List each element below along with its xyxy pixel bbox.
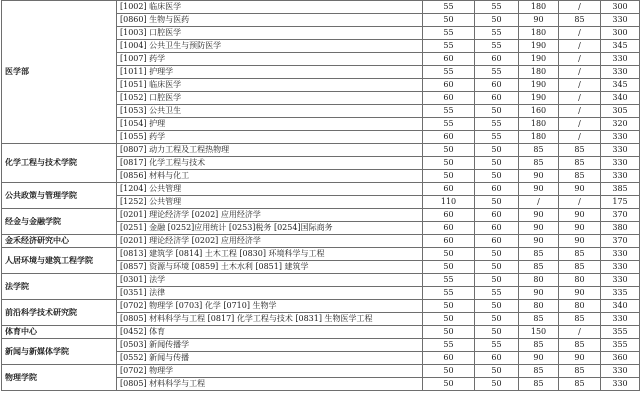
subject1-score: 180 [519,66,559,79]
subject2-score: / [559,79,601,92]
subject2-score: 85 [559,339,601,352]
politics-score: 60 [423,131,475,144]
college-name: 经金与金融学院 [2,209,117,235]
total-score: 345 [601,79,640,92]
politics-score: 55 [423,1,475,14]
major-cell: [0857] 资源与环境 [0859] 土木水利 [0851] 建筑学 [117,261,423,274]
total-score: 330 [601,66,640,79]
college-name: 前沿科学技术研究院 [2,300,117,326]
subject2-score: 90 [559,235,601,248]
subject1-score: 160 [519,105,559,118]
subject1-score: 180 [519,118,559,131]
college-name: 金禾经济研究中心 [2,235,117,248]
college-name: 法学院 [2,274,117,300]
major-cell: [0805] 材料科学与工程 [117,378,423,391]
total-score: 340 [601,300,640,313]
subject2-score: 85 [559,261,601,274]
college-name: 人居环境与建筑工程学院 [2,248,117,274]
major-cell: [0860] 生物与医药 [117,14,423,27]
total-score: 370 [601,235,640,248]
table-row [2,339,640,352]
major-cell: [0805] 材料科学与工程 [0817] 化学工程与技术 [0831] 生物医学工程 [117,313,423,326]
language-score: 50 [475,313,519,326]
language-score: 60 [475,235,519,248]
language-score: 55 [475,287,519,300]
total-score: 335 [601,287,640,300]
language-score: 55 [475,339,519,352]
total-score: 385 [601,183,640,196]
language-score: 55 [475,66,519,79]
language-score: 60 [475,53,519,66]
language-score: 60 [475,183,519,196]
subject2-score: 80 [559,274,601,287]
total-score: 370 [601,209,640,222]
subject1-score: 150 [519,326,559,339]
subject2-score: 85 [559,14,601,27]
subject2-score: 90 [559,287,601,300]
subject2-score: / [559,1,601,14]
total-score: 330 [601,274,640,287]
table-row [2,1,640,14]
subject1-score: 80 [519,300,559,313]
politics-score: 55 [423,339,475,352]
total-score: 330 [601,14,640,27]
major-cell: [0813] 建筑学 [0814] 土木工程 [0830] 环境科学与工程 [117,248,423,261]
total-score: 330 [601,261,640,274]
major-cell: [0351] 法律 [117,287,423,300]
politics-score: 50 [423,378,475,391]
subject2-score: 85 [559,144,601,157]
subject1-score: 180 [519,131,559,144]
language-score: 50 [475,157,519,170]
major-cell: [0251] 金融 [0252]应用统计 [0253]税务 [0254]国际商务 [117,222,423,235]
total-score: 360 [601,352,640,365]
politics-score: 50 [423,300,475,313]
politics-score: 50 [423,326,475,339]
subject1-score: / [519,196,559,209]
subject2-score: / [559,196,601,209]
college-name: 医学部 [2,1,117,144]
subject2-score: / [559,40,601,53]
language-score: 50 [475,196,519,209]
subject2-score: / [559,92,601,105]
subject1-score: 180 [519,27,559,40]
major-cell: [0702] 物理学 [0703] 化学 [0710] 生物学 [117,300,423,313]
major-cell: [0452] 体育 [117,326,423,339]
subject1-score: 80 [519,274,559,287]
table-row [2,144,640,157]
major-cell: [1051] 临床医学 [117,79,423,92]
table-row [2,300,640,313]
total-score: 330 [601,365,640,378]
subject1-score: 90 [519,183,559,196]
major-cell: [0201] 理论经济学 [0202] 应用经济学 [117,209,423,222]
score-table-body [2,1,640,391]
major-cell: [1053] 公共卫生 [117,105,423,118]
subject2-score: / [559,118,601,131]
total-score: 330 [601,144,640,157]
table-row [2,365,640,378]
major-cell: [1252] 公共管理 [117,196,423,209]
politics-score: 60 [423,92,475,105]
subject1-score: 90 [519,235,559,248]
politics-score: 60 [423,183,475,196]
subject1-score: 85 [519,339,559,352]
politics-score: 60 [423,79,475,92]
college-name: 体育中心 [2,326,117,339]
politics-score: 50 [423,157,475,170]
subject1-score: 190 [519,40,559,53]
politics-score: 110 [423,196,475,209]
table-row [2,209,640,222]
language-score: 50 [475,14,519,27]
language-score: 60 [475,79,519,92]
politics-score: 50 [423,261,475,274]
language-score: 50 [475,105,519,118]
total-score: 330 [601,157,640,170]
subject1-score: 190 [519,79,559,92]
total-score: 330 [601,170,640,183]
politics-score: 60 [423,222,475,235]
total-score: 305 [601,105,640,118]
major-cell: [0702] 物理学 [117,365,423,378]
subject1-score: 90 [519,209,559,222]
language-score: 55 [475,131,519,144]
subject1-score: 90 [519,287,559,300]
total-score: 340 [601,92,640,105]
subject2-score: 85 [559,248,601,261]
subject1-score: 90 [519,222,559,235]
language-score: 55 [475,118,519,131]
language-score: 50 [475,300,519,313]
politics-score: 55 [423,274,475,287]
major-cell: [1204] 公共管理 [117,183,423,196]
subject2-score: 90 [559,222,601,235]
politics-score: 55 [423,66,475,79]
subject1-score: 85 [519,365,559,378]
major-cell: [1011] 护理学 [117,66,423,79]
table-row [2,326,640,339]
politics-score: 50 [423,248,475,261]
language-score: 50 [475,248,519,261]
major-cell: [1052] 口腔医学 [117,92,423,105]
language-score: 60 [475,92,519,105]
politics-score: 50 [423,144,475,157]
college-name: 化学工程与技术学院 [2,144,117,183]
subject2-score: 90 [559,352,601,365]
subject2-score: 80 [559,300,601,313]
major-cell: [1004] 公共卫生与预防医学 [117,40,423,53]
major-cell: [0301] 法学 [117,274,423,287]
major-cell: [0503] 新闻传播学 [117,339,423,352]
total-score: 320 [601,118,640,131]
subject2-score: 90 [559,183,601,196]
major-cell: [1054] 护理 [117,118,423,131]
total-score: 330 [601,313,640,326]
language-score: 55 [475,1,519,14]
language-score: 50 [475,274,519,287]
total-score: 300 [601,27,640,40]
politics-score: 55 [423,105,475,118]
subject2-score: 85 [559,365,601,378]
subject2-score: / [559,27,601,40]
subject2-score: / [559,131,601,144]
subject2-score: 90 [559,209,601,222]
language-score: 60 [475,209,519,222]
politics-score: 60 [423,235,475,248]
politics-score: 55 [423,118,475,131]
subject1-score: 180 [519,1,559,14]
language-score: 50 [475,170,519,183]
total-score: 355 [601,339,640,352]
politics-score: 60 [423,352,475,365]
subject1-score: 190 [519,53,559,66]
politics-score: 55 [423,287,475,300]
total-score: 330 [601,378,640,391]
major-cell: [0552] 新闻与传播 [117,352,423,365]
subject1-score: 85 [519,313,559,326]
table-row [2,274,640,287]
total-score: 330 [601,248,640,261]
politics-score: 60 [423,53,475,66]
table-row [2,183,640,196]
major-cell: [0201] 理论经济学 [0202] 应用经济学 [117,235,423,248]
subject1-score: 90 [519,170,559,183]
language-score: 60 [475,222,519,235]
politics-score: 55 [423,40,475,53]
total-score: 345 [601,40,640,53]
politics-score: 50 [423,313,475,326]
subject2-score: / [559,105,601,118]
college-name: 物理学院 [2,365,117,391]
total-score: 380 [601,222,640,235]
total-score: 330 [601,53,640,66]
politics-score: 50 [423,170,475,183]
major-cell: [1007] 药学 [117,53,423,66]
major-cell: [1002] 临床医学 [117,1,423,14]
total-score: 355 [601,326,640,339]
language-score: 50 [475,326,519,339]
language-score: 50 [475,144,519,157]
language-score: 50 [475,261,519,274]
subject1-score: 85 [519,261,559,274]
subject2-score: 85 [559,170,601,183]
subject1-score: 85 [519,378,559,391]
major-cell: [1055] 药学 [117,131,423,144]
subject1-score: 90 [519,14,559,27]
language-score: 55 [475,40,519,53]
major-cell: [1003] 口腔医学 [117,27,423,40]
college-name: 公共政策与管理学院 [2,183,117,209]
politics-score: 60 [423,209,475,222]
politics-score: 55 [423,27,475,40]
college-name: 新闻与新媒体学院 [2,339,117,365]
subject2-score: 85 [559,157,601,170]
total-score: 175 [601,196,640,209]
politics-score: 50 [423,365,475,378]
subject2-score: 85 [559,313,601,326]
language-score: 60 [475,352,519,365]
language-score: 50 [475,365,519,378]
subject2-score: / [559,66,601,79]
subject1-score: 90 [519,352,559,365]
language-score: 50 [475,378,519,391]
major-cell: [0817] 化学工程与技术 [117,157,423,170]
total-score: 330 [601,131,640,144]
major-cell: [0807] 动力工程及工程热物理 [117,144,423,157]
subject1-score: 85 [519,157,559,170]
politics-score: 50 [423,14,475,27]
subject1-score: 190 [519,92,559,105]
subject1-score: 85 [519,144,559,157]
subject2-score: 85 [559,378,601,391]
subject2-score: / [559,53,601,66]
language-score: 55 [475,27,519,40]
table-row [2,235,640,248]
major-cell: [0856] 材料与化工 [117,170,423,183]
subject1-score: 85 [519,248,559,261]
score-table [1,0,640,391]
total-score: 300 [601,1,640,14]
table-row [2,248,640,261]
subject2-score: / [559,326,601,339]
